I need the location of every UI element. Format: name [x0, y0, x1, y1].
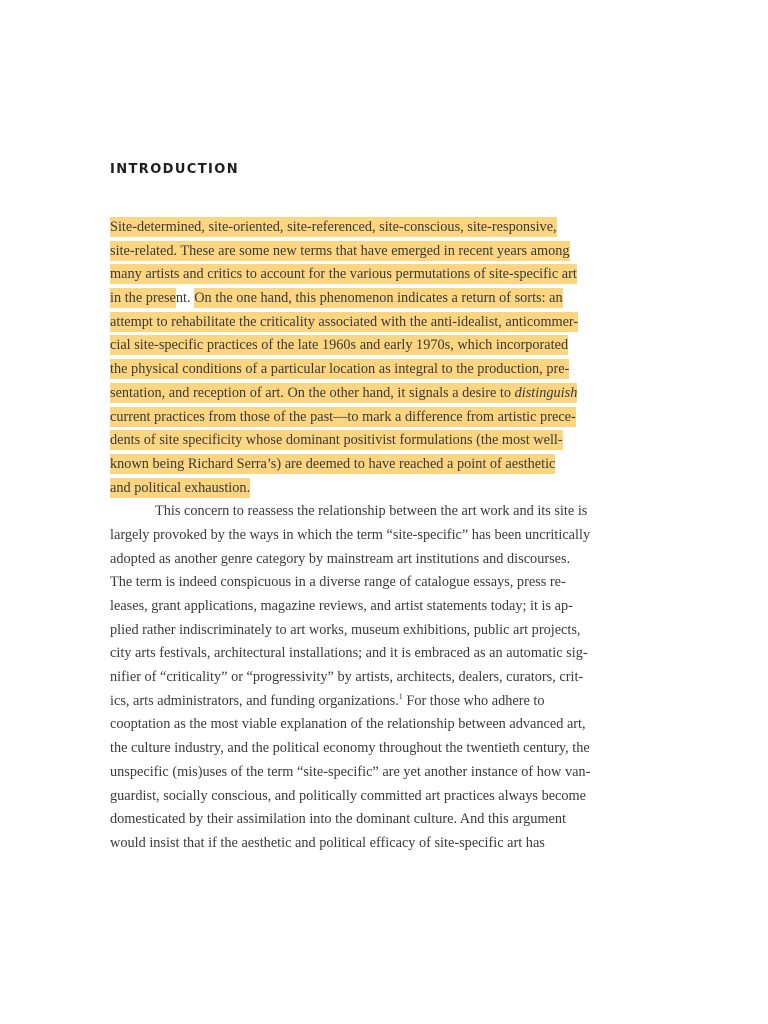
text-line — [110, 524, 640, 548]
text-line — [110, 311, 640, 335]
text-line — [110, 737, 640, 761]
highlighted-text: cial site-specific practices of the late 1960s and early 1970s, which incorporated — [110, 337, 569, 354]
highlighted-text: distinguish — [514, 384, 578, 401]
text-segment: nt. — [175, 290, 195, 307]
text-line — [110, 287, 640, 311]
highlighted-text: and political exhaustion. — [110, 479, 251, 496]
body-text — [110, 216, 640, 856]
text-line — [110, 571, 640, 595]
highlighted-text: current practices from those of the past—to mark a difference from artistic prece- — [110, 408, 576, 425]
text-segment: ics, arts administrators, and funding organizations. — [110, 692, 399, 709]
text-segment: guardist, socially conscious, and politically committed art practices always become — [110, 787, 587, 804]
text-line — [110, 240, 640, 264]
text-line — [110, 263, 640, 287]
text-segment: nifier of “criticality” or “progressivity” by artists, architects, dealers, curators, crit- — [110, 669, 584, 686]
text-line — [110, 477, 640, 501]
text-line — [110, 453, 640, 477]
text-line — [110, 619, 640, 643]
footnote-marker: 1 — [398, 691, 403, 701]
text-line — [110, 713, 640, 737]
text-line — [110, 358, 640, 382]
text-segment: plied rather indiscriminately to art works, museum exhibitions, public art projects, — [110, 621, 581, 638]
text-segment: would insist that if the aesthetic and political efficacy of site-specific art has — [110, 834, 545, 851]
text-segment: leases, grant applications, magazine reviews, and artist statements today; it is ap- — [110, 598, 573, 614]
text-segment: cooptation as the most viable explanation of the relationship between advanced art, — [110, 716, 586, 733]
text-segment: city arts festivals, architectural installations; and it is embraced as an automatic sig- — [110, 645, 588, 662]
text-line — [110, 761, 640, 785]
text-line — [110, 642, 640, 666]
text-line — [110, 382, 640, 406]
text-line — [110, 429, 640, 453]
highlighted-text: On the one hand, this phenomenon indicates a return of sorts: an — [194, 290, 563, 307]
highlighted-text: sentation, and reception of art. On the other hand, it signals a desire to — [110, 384, 515, 401]
text-segment: the culture industry, and the political economy throughout the twentieth century, the — [110, 740, 590, 757]
text-line — [110, 548, 640, 572]
highlighted-text: site-related. These are some new terms that have emerged in recent years among — [110, 242, 570, 259]
text-segment: adopted as another genre category by mainstream art institutions and discourses. — [110, 550, 571, 567]
text-line — [110, 216, 640, 240]
text-segment: largely provoked by the ways in which the term “site-specific” has been uncritically — [110, 526, 591, 543]
text-line — [110, 500, 640, 524]
text-segment: unspecific (mis)uses of the term “site-specific” are yet another instance of how van- — [110, 763, 591, 780]
highlighted-text: attempt to rehabilitate the criticality associated with the anti-idealist, anticommer- — [110, 313, 579, 330]
highlighted-text: many artists and critics to account for the various permutations of site-specific art — [110, 266, 577, 283]
text-line — [110, 808, 640, 832]
text-line — [110, 595, 640, 619]
section-heading: INTRODUCTION — [110, 162, 239, 177]
text-line — [110, 666, 640, 690]
text-segment: domesticated by their assimilation into the dominant culture. And this argument — [110, 811, 566, 828]
text-segment: The term is indeed conspicuous in a diverse range of catalogue essays, press re- — [110, 574, 566, 591]
highlighted-text: Site-determined, site-oriented, site-referenced, site-conscious, site-responsive, — [110, 219, 557, 235]
highlighted-text: known being Richard Serra’s) are deemed to have reached a point of aesthetic — [110, 455, 556, 472]
text-line — [110, 690, 640, 714]
highlighted-text: the physical conditions of a particular location as integral to the production, pre- — [110, 361, 570, 378]
text-line — [110, 832, 640, 856]
highlighted-text: in the prese — [110, 290, 176, 307]
highlighted-text: dents of site specificity whose dominant positivist formulations (the most well- — [110, 432, 563, 449]
text-line — [110, 406, 640, 430]
text-segment: For those who adhere to — [402, 692, 545, 709]
text-line — [110, 785, 640, 809]
text-line — [110, 334, 640, 358]
text-segment: This concern to reassess the relationship between the art work and its site is — [155, 503, 588, 520]
